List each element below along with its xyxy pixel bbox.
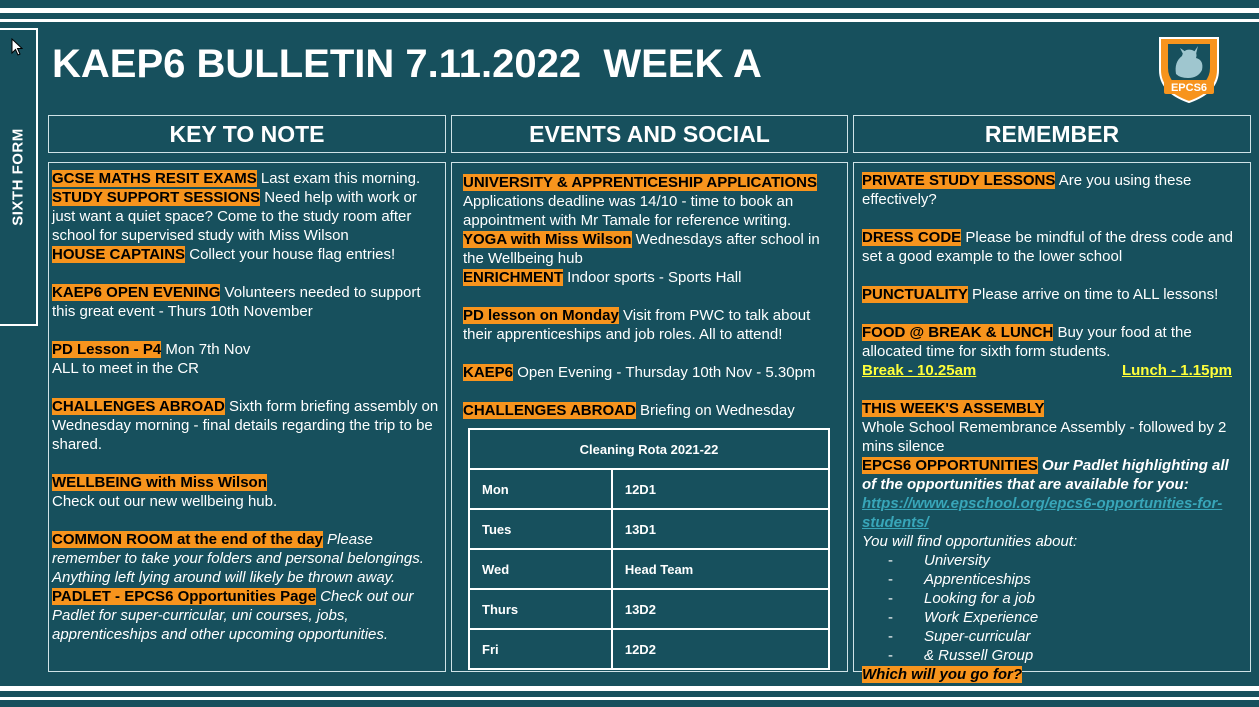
challenges-label: CHALLENGES ABROAD (52, 398, 225, 415)
list-item: - Looking for a job (888, 590, 1035, 607)
rota-day: Thurs (469, 589, 612, 629)
sixth-form-tab[interactable] (0, 28, 38, 326)
assembly-label: THIS WEEK'S ASSEMBLY (862, 400, 1045, 417)
mouse-cursor-icon (11, 38, 23, 56)
uni-applications-detail: Applications deadline was 14/10 - time to book an appointment with Mr Tamale for reference writing. (463, 193, 794, 229)
gcse-note: GCSE MATHS RESIT EXAMS Last exam this morning. (52, 170, 421, 187)
yoga-label: YOGA with Miss Wilson (463, 231, 632, 248)
wellbeing-detail: Check out our new wellbeing hub. (52, 493, 278, 510)
which-note (862, 665, 1246, 684)
sixth-form-tab-label: SIXTH FORM (9, 128, 27, 226)
rota-group: 13D2 (612, 589, 829, 629)
list-item: - Super-curricular (888, 628, 1031, 645)
table-row (469, 509, 829, 549)
rota-day: Mon (469, 469, 612, 509)
list-item: - & Russell Group (888, 647, 1034, 664)
uni-label: UNIVERSITY & APPRENTICESHIP APPLICATIONS (463, 174, 817, 191)
kaep6-open-evening-note: KAEP6 Open Evening - Thursday 10th Nov - 5.30pm (463, 364, 816, 381)
pd-lesson-detail: ALL to meet in the CR (52, 360, 200, 377)
house-label: HOUSE CAPTAINS (52, 246, 186, 263)
common-room-label: COMMON ROOM at the end of the day (52, 531, 323, 548)
rota-group: 12D2 (612, 629, 829, 669)
enrichment-note: ENRICHMENT Indoor sports - Sports Hall (463, 269, 742, 286)
private-study-note: PRIVATE STUDY LESSONS Are you using these effectively? (862, 172, 1192, 208)
rota-group: Head Team (612, 549, 829, 589)
gcse-label: GCSE MATHS RESIT EXAMS (52, 170, 257, 187)
enrichment-label: ENRICHMENT (463, 269, 563, 286)
padlet-link[interactable]: https://www.epschool.org/epcs6-opportunities-for-students/ (862, 495, 1223, 531)
study-label: STUDY SUPPORT SESSIONS (52, 189, 261, 206)
open-evening-label: KAEP6 OPEN EVENING (52, 284, 221, 301)
find-opportunities-text: You will find opportunities about: (862, 533, 1078, 550)
wellbeing-note (52, 473, 441, 492)
house-captains-note: HOUSE CAPTAINS Collect your house flag entries! (52, 246, 396, 263)
lunch-time: Lunch - 1.15pm (1121, 362, 1232, 379)
private-study-label: PRIVATE STUDY LESSONS (862, 172, 1056, 189)
key-to-note-panel (48, 162, 446, 672)
study-support-note: STUDY SUPPORT SESSIONS Need help with work or just want a quiet space? Come to the study room after school for supervised study with Miss Wilson (52, 189, 417, 244)
assembly-note (862, 399, 1246, 418)
logo-text: EPCS6 (1170, 82, 1208, 94)
pd-monday-label: PD lesson on Monday (463, 307, 619, 324)
school-crest-logo (1154, 34, 1224, 104)
food-note: FOOD @ BREAK & LUNCH Buy your food at the allocated time for sixth form students. (862, 324, 1192, 360)
table-row (469, 549, 829, 589)
bottom-stripe-2 (0, 697, 1259, 700)
dress-code-label: DRESS CODE (862, 229, 962, 246)
opportunities-list (862, 551, 1246, 665)
table-row (469, 589, 829, 629)
padlet-label: PADLET - EPCS6 Opportunities Page (52, 588, 316, 605)
list-item: - Work Experience (888, 609, 1039, 626)
open-evening-note: KAEP6 OPEN EVENING Volunteers needed to support this great event - Thurs 10th November (52, 284, 421, 320)
rota-day: Wed (469, 549, 612, 589)
assembly-detail: Whole School Remembrance Assembly - followed by 2 mins silence (862, 419, 1227, 455)
yoga-note: YOGA with Miss Wilson Wednesdays after school in the Wellbeing hub (463, 231, 820, 267)
kaep6-label: KAEP6 (463, 364, 514, 381)
break-time: Break - 10.25am (862, 362, 977, 379)
pd-lesson-label: PD Lesson - P4 (52, 341, 162, 358)
challenges-briefing-label: CHALLENGES ABROAD (463, 402, 636, 419)
table-row (469, 629, 829, 669)
food-label: FOOD @ BREAK & LUNCH (862, 324, 1054, 341)
rota-day: Fri (469, 629, 612, 669)
challenges-briefing-note: CHALLENGES ABROAD Briefing on Wednesday (463, 402, 795, 419)
bottom-stripe-1 (0, 686, 1259, 691)
opportunities-label: EPCS6 OPPORTUNITIES (862, 457, 1038, 474)
punctuality-label: PUNCTUALITY (862, 286, 968, 303)
punctuality-note: PUNCTUALITY Please arrive on time to ALL lessons! (862, 286, 1219, 303)
rota-title-row (469, 429, 829, 469)
pd-lesson-note: PD Lesson - P4 Mon 7th Nov (52, 341, 251, 358)
heading-events-and-social: EVENTS AND SOCIAL (451, 115, 848, 153)
rota-title: Cleaning Rota 2021-22 (469, 429, 829, 469)
remember-panel (853, 162, 1251, 683)
bulletin-title: KAEP6 BULLETIN 7.11.2022 WEEK A (52, 42, 762, 86)
list-item: - Apprenticeships (888, 571, 1031, 588)
opportunities-note: EPCS6 OPPORTUNITIES Our Padlet highlighting all of the opportunities that are available for you: (862, 457, 1229, 493)
top-stripe-2 (0, 19, 1259, 22)
which-label: Which will you go for? (862, 666, 1022, 683)
padlet-note: PADLET - EPCS6 Opportunities Page Check out our Padlet for super-curricular, uni courses, jobs, apprenticeships and other upcoming opportunities. (52, 588, 414, 643)
list-item: - University (888, 552, 990, 569)
common-room-note: COMMON ROOM at the end of the day Please remember to take your folders and personal belongings. Anything left lying around will likely be thrown away. (52, 531, 424, 586)
challenges-abroad-note: CHALLENGES ABROAD Sixth form briefing assembly on Wednesday morning - final details regarding the trip to be shared. (52, 398, 439, 453)
pd-monday-note: PD lesson on Monday Visit from PWC to talk about their apprenticeships and job roles. All to attend! (463, 307, 811, 343)
heading-remember: REMEMBER (853, 115, 1251, 153)
rota-day: Tues (469, 509, 612, 549)
wellbeing-label: WELLBEING with Miss Wilson (52, 474, 267, 491)
cleaning-rota-table (468, 428, 830, 670)
dress-code-note: DRESS CODE Please be mindful of the dress code and set a good example to the lower school (862, 229, 1234, 265)
top-stripe-1 (0, 8, 1259, 13)
rota-group: 12D1 (612, 469, 829, 509)
heading-key-to-note: KEY TO NOTE (48, 115, 446, 153)
events-panel (451, 162, 848, 672)
uni-applications-note (463, 173, 843, 192)
rota-group: 13D1 (612, 509, 829, 549)
table-row (469, 469, 829, 509)
break-lunch-times (862, 361, 1246, 380)
